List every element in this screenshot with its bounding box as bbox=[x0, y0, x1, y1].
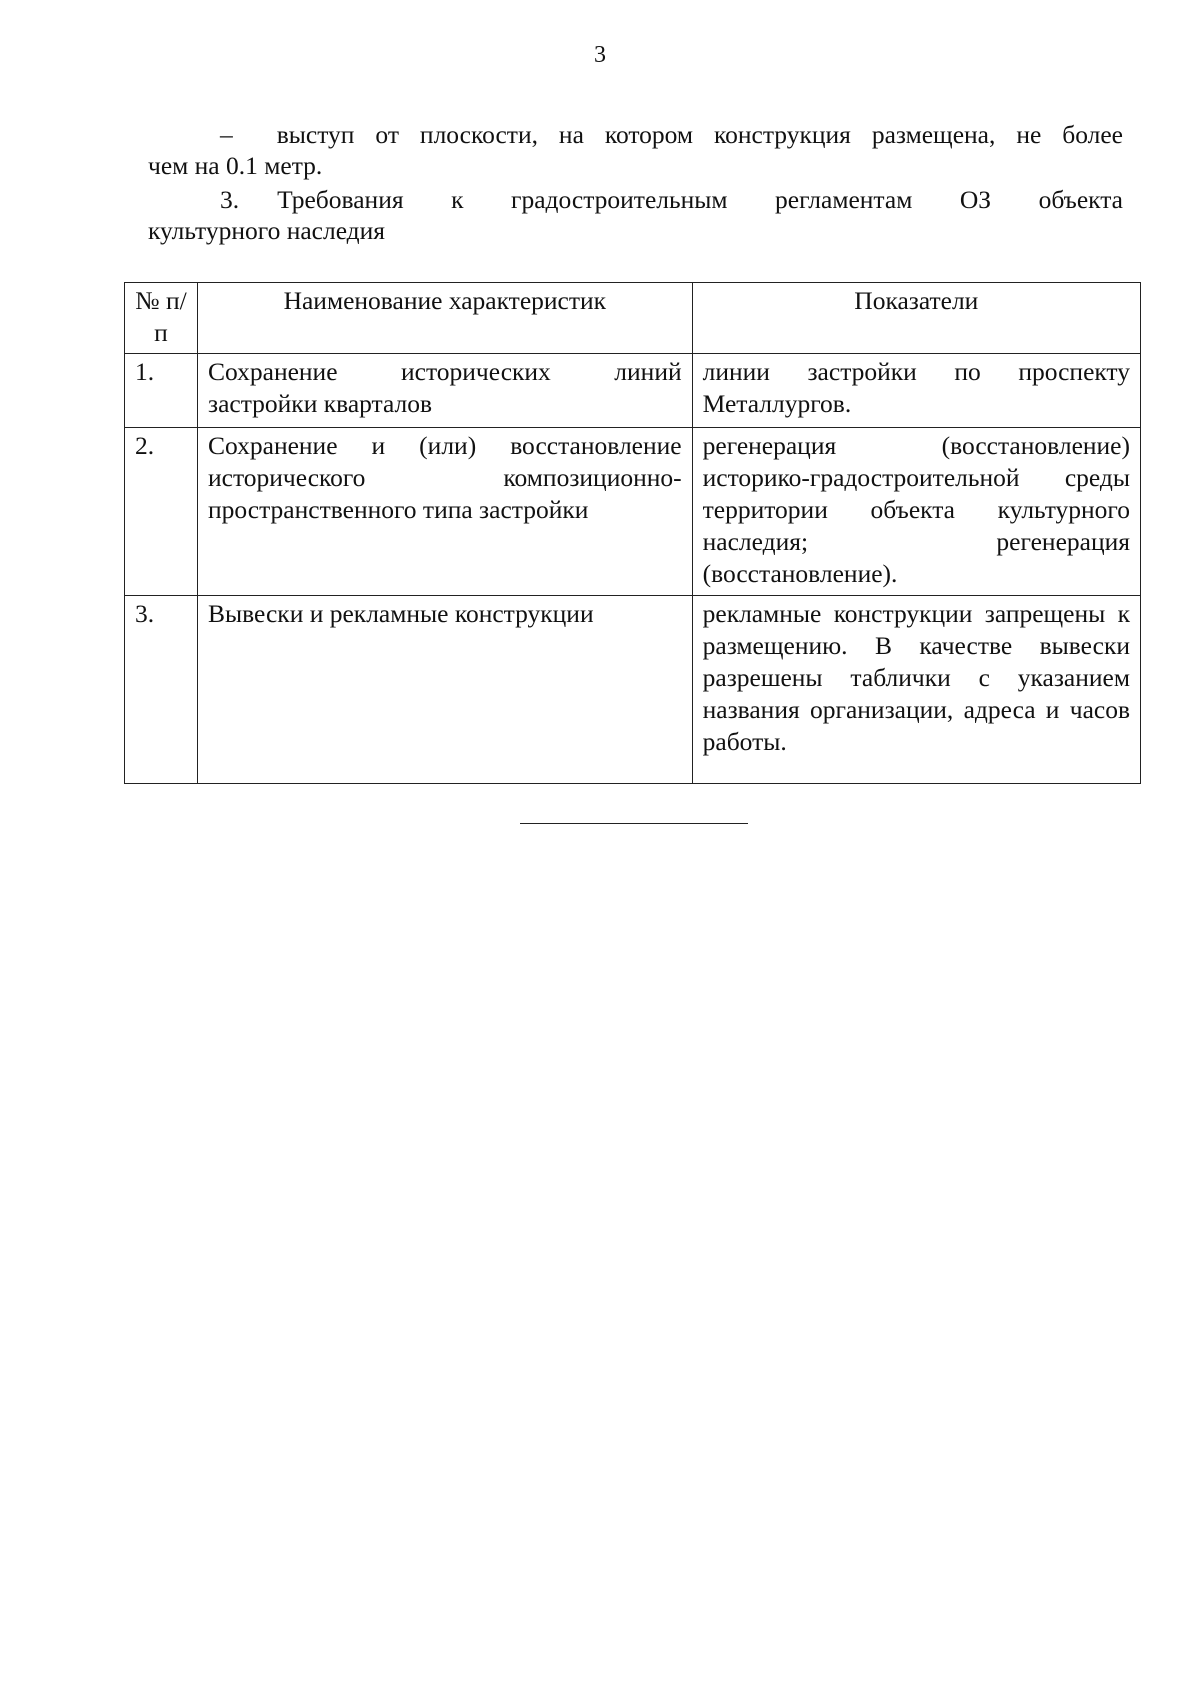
table-row bbox=[125, 428, 1141, 596]
page-number: 3 bbox=[594, 42, 606, 68]
row-number: 2. bbox=[125, 428, 198, 596]
bullet-paragraph bbox=[148, 119, 1123, 181]
bullet-first-line bbox=[148, 119, 1123, 150]
row-number: 1. bbox=[125, 354, 198, 428]
bullet-text-line1: выступ от плоскости, на котором конструкция размещена, не более bbox=[276, 120, 1123, 149]
end-of-document-rule bbox=[520, 823, 748, 824]
section-number: 3. bbox=[220, 185, 240, 214]
row-characteristic: Сохранение и (или) восстановление исторического композиционно-пространственного типа застройки bbox=[198, 428, 693, 596]
section-heading-paragraph bbox=[148, 184, 1123, 246]
row-number: 3. bbox=[125, 596, 198, 784]
section-text-line1: Требования к градостроительным регламентам ОЗ объекта bbox=[277, 185, 1123, 214]
section-first-line bbox=[148, 184, 1123, 215]
section-text-line2: культурного наследия bbox=[148, 216, 386, 245]
row-indicator: линии застройки по проспекту Металлургов. bbox=[692, 354, 1140, 428]
row-indicator: регенерация (восстановление) историко-градостроительной среды территории объекта культурного наследия; регенерация (восстановление). bbox=[692, 428, 1140, 596]
bullet-marker: – bbox=[220, 120, 233, 149]
table-header-row bbox=[125, 283, 1141, 354]
header-number: № п/п bbox=[125, 283, 198, 354]
requirements-table bbox=[124, 282, 1141, 784]
row-characteristic: Вывески и рекламные конструкции bbox=[198, 596, 693, 784]
row-characteristic: Сохранение исторических линий застройки кварталов bbox=[198, 354, 693, 428]
header-characteristic-name: Наименование характеристик bbox=[198, 283, 693, 354]
table-row bbox=[125, 596, 1141, 784]
row-indicator: рекламные конструкции запрещены к размещению. В качестве вывески разрешены таблички с указанием названия организации, адреса и часов работы. bbox=[692, 596, 1140, 784]
bullet-text-line2: чем на 0.1 метр. bbox=[148, 151, 323, 180]
table-row bbox=[125, 354, 1141, 428]
header-indicators: Показатели bbox=[692, 283, 1140, 354]
